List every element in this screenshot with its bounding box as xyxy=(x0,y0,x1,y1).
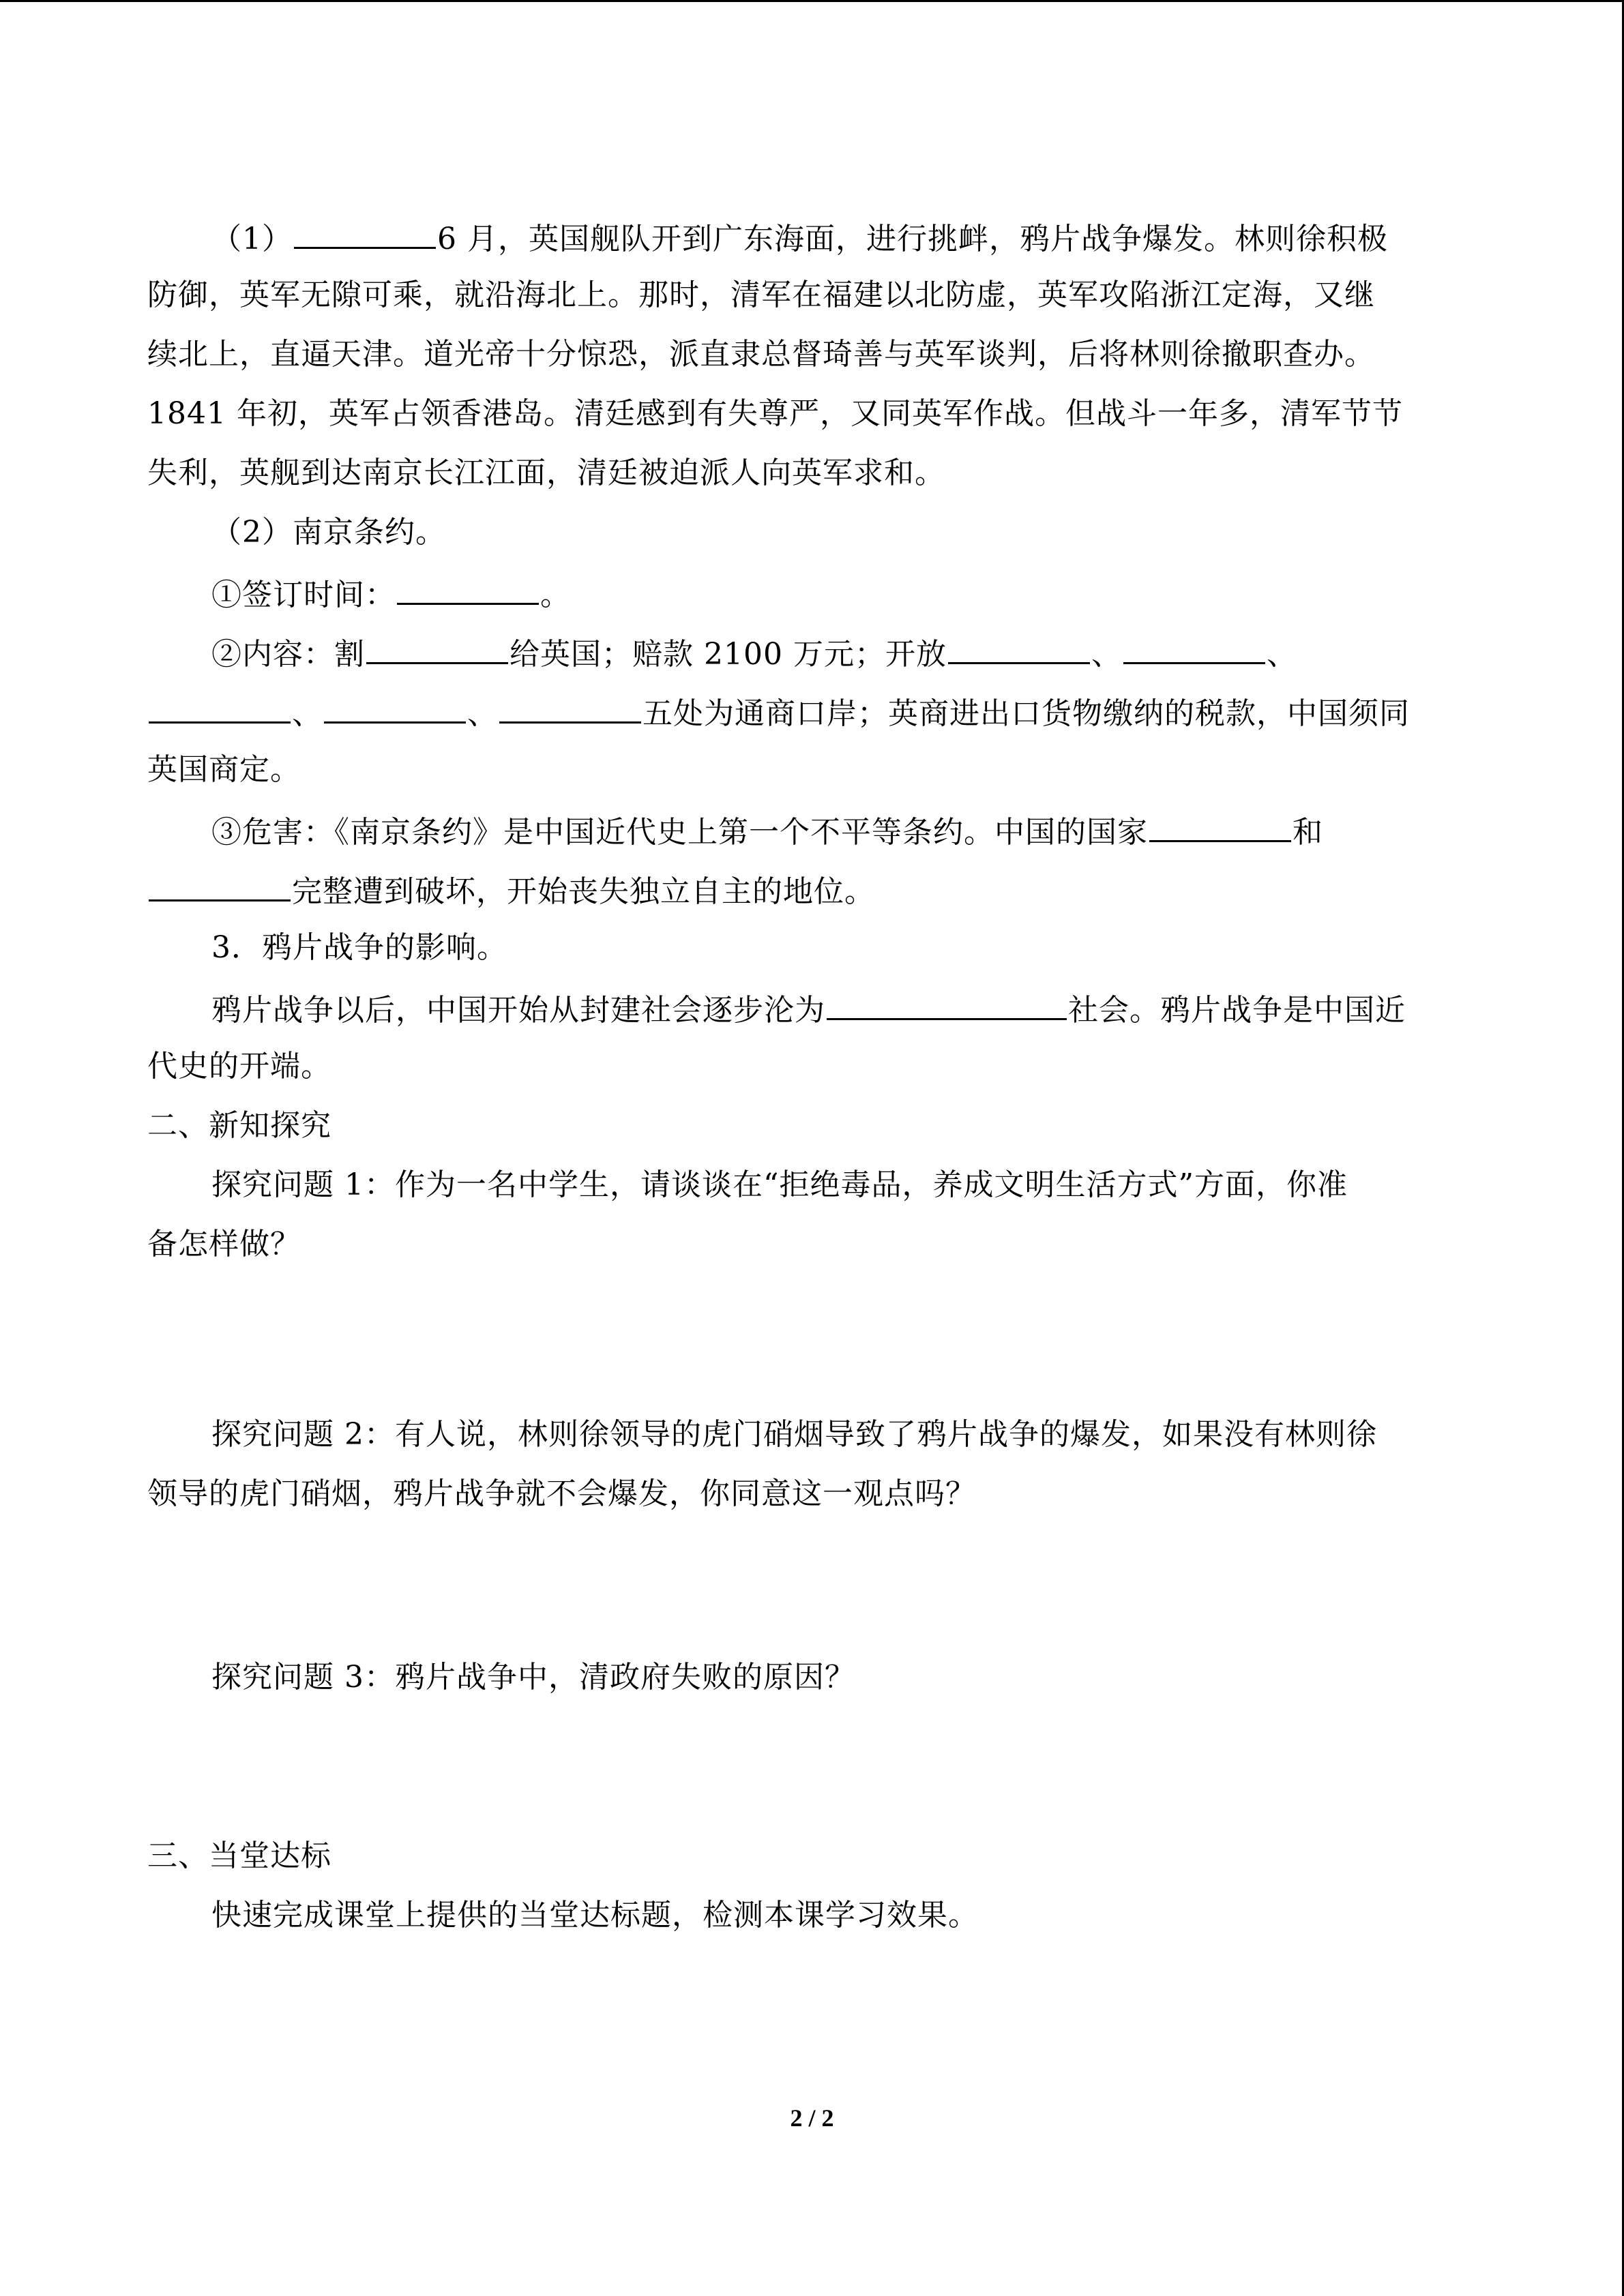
para1-line5: 失利，英舰到达南京长江江面，清廷被迫派人向英军求和。 xyxy=(147,456,945,490)
separator: 、 xyxy=(1091,637,1122,672)
para1-text: 6 月，英国舰队开到广东海面，进行挑衅，鸦片战争爆发。林则徐积极 xyxy=(437,222,1388,256)
separator: 、 xyxy=(1266,637,1297,672)
nanjing-treaty-heading: （2）南京条约。 xyxy=(211,515,446,550)
content-label: ②内容：割 xyxy=(211,637,365,672)
content-line2 xyxy=(147,690,1410,734)
harm-and: 和 xyxy=(1293,815,1323,850)
content-line3: 英国商定。 xyxy=(147,752,301,787)
blank-year[interactable] xyxy=(294,215,436,249)
blank-territory[interactable] xyxy=(149,868,291,901)
impact-text-2: 社会。鸦片战争是中国近 xyxy=(1068,993,1406,1028)
para1-prefix: （1） xyxy=(211,222,293,256)
question3: 探究问题 3：鸦片战争中，清政府失败的原因？ xyxy=(211,1660,855,1695)
harm-text-2: 完整遭到破坏，开始丧失独立自主的地位。 xyxy=(292,874,875,909)
impact-heading: 3．鸦片战争的影响。 xyxy=(211,930,507,965)
blank-society-type[interactable] xyxy=(827,987,1067,1020)
content-text-2: 五处为通商口岸；英商进出口货物缴纳的税款，中国须同 xyxy=(643,696,1410,731)
blank-port-4[interactable] xyxy=(324,690,466,724)
harm-line2 xyxy=(147,868,875,912)
content-line1 xyxy=(211,631,1297,675)
blank-sign-time[interactable] xyxy=(397,571,539,605)
harm-text: ③危害：《南京条约》是中国近代史上第一个不平等条约。中国的国家 xyxy=(211,815,1148,850)
blank-sovereignty[interactable] xyxy=(1149,809,1291,842)
sign-time-end: 。 xyxy=(540,578,571,612)
separator: 、 xyxy=(467,696,498,731)
content-text: 给英国；赔款 2100 万元；开放 xyxy=(510,637,947,672)
blank-port-2[interactable] xyxy=(1123,631,1265,664)
separator: 、 xyxy=(292,696,323,731)
impact-text: 鸦片战争以后，中国开始从封建社会逐步沦为 xyxy=(211,993,825,1028)
question2-line1: 探究问题 2：有人说，林则徐领导的虎门硝烟导致了鸦片战争的爆发，如果没有林则徐 xyxy=(211,1417,1377,1452)
para1-line3: 续北上，直逼天津。道光帝十分惊恐，派直隶总督琦善与英军谈判，后将林则徐撤职查办。 xyxy=(147,337,1375,372)
blank-port-3[interactable] xyxy=(149,690,291,724)
question1-line2: 备怎样做？ xyxy=(147,1227,301,1262)
sign-time-label: ①签订时间： xyxy=(211,578,396,612)
question2-line2: 领导的虎门硝烟，鸦片战争就不会爆发，你同意这一观点吗？ xyxy=(147,1476,976,1511)
para1-line1 xyxy=(211,215,1388,260)
blank-ceded-territory[interactable] xyxy=(366,631,508,664)
page-number: 2 / 2 xyxy=(790,2104,834,2132)
harm-line1 xyxy=(211,809,1323,853)
sign-time-line xyxy=(211,571,571,616)
para1-line4: 1841 年初，英军占领香港岛。清廷感到有失尊严，又同英军作战。但战斗一年多，清军节节 xyxy=(147,396,1403,431)
impact-line2: 代史的开端。 xyxy=(147,1049,331,1084)
blank-port-1[interactable] xyxy=(948,631,1090,664)
section-heading-practice: 三、当堂达标 xyxy=(147,1838,331,1873)
blank-port-5[interactable] xyxy=(499,690,641,724)
page-top-border xyxy=(0,0,1624,2)
question1-line1: 探究问题 1：作为一名中学生，请谈谈在“拒绝毒品，养成文明生活方式”方面，你准 xyxy=(211,1167,1348,1202)
practice-body: 快速完成课堂上提供的当堂达标题，检测本课学习效果。 xyxy=(211,1898,979,1933)
impact-line1 xyxy=(211,987,1406,1031)
para1-line2: 防御，英军无隙可乘，就沿海北上。那时，清军在福建以北防虚，英军攻陷浙江定海，又继 xyxy=(147,278,1375,312)
section-heading-explore: 二、新知探究 xyxy=(147,1108,331,1143)
